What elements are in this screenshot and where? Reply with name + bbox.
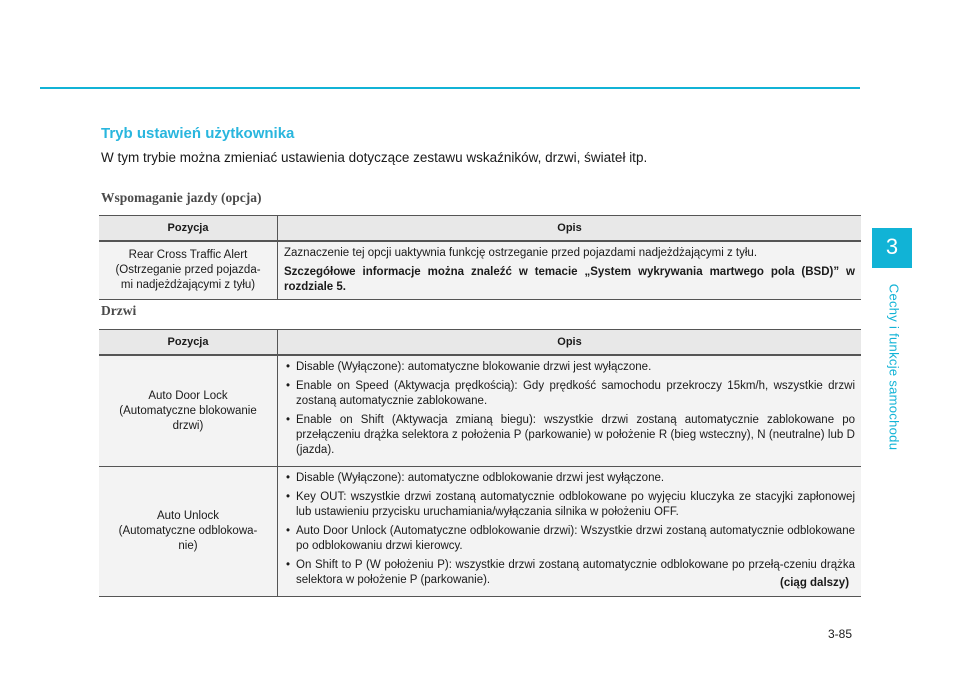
- subsection-heading-doors: Drzwi: [101, 303, 137, 318]
- item-line: drzwi): [172, 419, 204, 432]
- item-line: Auto Unlock: [156, 510, 219, 522]
- description-text: Zaznaczenie tej opcji uaktywnia funkcję ostrzeganie przed pojazdami nadjeżdżającymi z tyłu.: [284, 247, 758, 259]
- option-list: [284, 471, 855, 588]
- table-row: [99, 355, 861, 467]
- doors-table: [99, 329, 861, 597]
- section-intro: W tym trybie można zmieniać ustawienia dotyczące zestawu wskaźników, drzwi, świateł itp.: [101, 150, 648, 165]
- item-line: Rear Cross Traffic Alert: [128, 249, 248, 261]
- item-line: (Automatyczne odblokowa-: [118, 525, 258, 537]
- column-header-item: Pozycja: [99, 216, 278, 242]
- column-header-description: Opis: [278, 330, 862, 356]
- item-line: mi nadjeżdżającymi z tyłu): [120, 279, 256, 291]
- list-item: • On Shift to P (W położeniu P): wszystkie drzwi zostaną automatycznie odblokowane po przełą-czeniu drążka selektora w położenie P (parkowanie).: [284, 558, 855, 588]
- table-header-row: [99, 330, 861, 356]
- continued-note: (ciąg dalszy): [780, 577, 850, 589]
- list-item: • Disable (Wyłączone): automatyczne odblokowanie drzwi jest wyłączone.: [284, 471, 855, 486]
- column-header-item: Pozycja: [99, 330, 278, 356]
- chapter-number-tab: 3: [872, 228, 912, 268]
- chapter-title: Cechy i funkcje samochodu: [886, 283, 902, 451]
- item-cell: [99, 241, 278, 300]
- chapter-title-vertical: [883, 272, 905, 462]
- list-item: • Key OUT: wszystkie drzwi zostaną automatycznie odblokowane po wyjęciu kluczyka ze stacyjki zapłonowej lub ustawieniu przycisku uruchamiania/wyłączania silnika w położeniu OFF.: [284, 490, 855, 520]
- item-line: Auto Door Lock: [148, 389, 228, 402]
- list-item: • Auto Door Unlock (Automatyczne odblokowanie drzwi): Wszystkie drzwi zostaną automatycznie odblokowane po odblokowaniu drzwi kierowcy.: [284, 524, 855, 554]
- item-line: (Ostrzeganie przed pojazda-: [115, 264, 261, 276]
- list-item: • Enable on Shift (Aktywacja zmianą biegu): wszystkie drzwi zostaną automatycznie zablokowane po przełączeniu drążka selektora z położenia P (parkowanie) w położenie R (bieg wsteczny), N (neutralne) lub D (jazda).: [284, 413, 855, 458]
- subsection-heading-driving-assist: Wspomaganie jazdy (opcja): [101, 190, 262, 205]
- list-item: • Enable on Speed (Aktywacja prędkością): Gdy prędkość samochodu przekroczy 15km/h, wszystkie drzwi zostaną automatycznie zablokowane.: [284, 379, 855, 409]
- column-header-description: Opis: [278, 216, 862, 242]
- item-line: (Automatyczne blokowanie: [119, 404, 257, 417]
- list-item: • Disable (Wyłączone): automatyczne blokowanie drzwi jest wyłączone.: [284, 360, 855, 375]
- item-cell: [99, 355, 278, 467]
- item-cell: [99, 467, 278, 597]
- section-title: Tryb ustawień użytkownika: [101, 125, 295, 142]
- description-cell: [278, 467, 862, 597]
- table-header-row: [99, 216, 861, 242]
- table-row: [99, 467, 861, 597]
- item-line: nie): [178, 540, 198, 552]
- driving-assist-table: [99, 215, 861, 300]
- description-cell: [278, 355, 862, 467]
- header-rule: [40, 87, 860, 89]
- table-row: [99, 241, 861, 300]
- page-number: 3-85: [828, 627, 853, 641]
- description-cell: [278, 241, 862, 300]
- description-note: Szczegółowe informacje można znaleźć w temacie „System wykrywania martwego pola (BSD)” w rozdziale 5.: [284, 266, 855, 293]
- option-list: [284, 360, 855, 458]
